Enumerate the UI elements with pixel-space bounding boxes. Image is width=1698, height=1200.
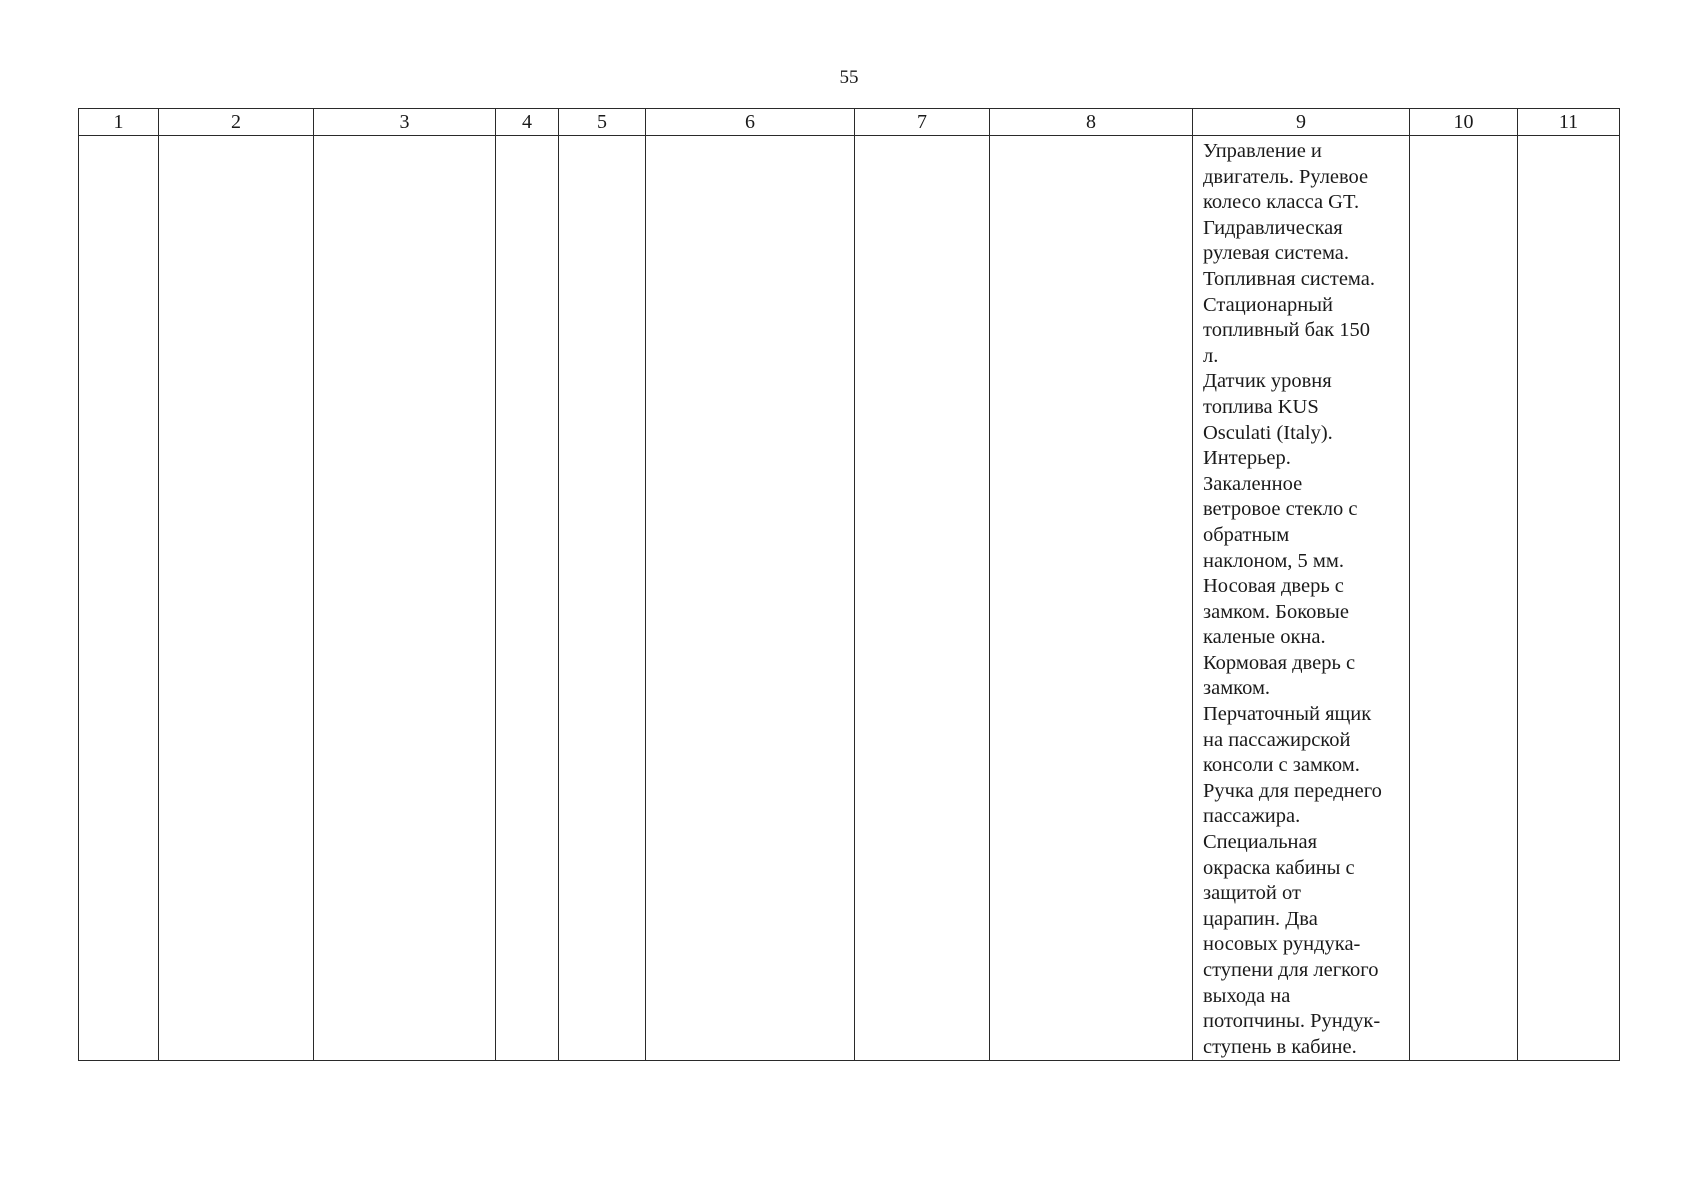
cell-col-10 <box>1410 136 1518 1061</box>
column-header-4: 4 <box>496 109 559 136</box>
column-header-5: 5 <box>559 109 646 136</box>
column-header-10: 10 <box>1410 109 1518 136</box>
column-header-7: 7 <box>855 109 990 136</box>
column-header-9: 9 <box>1193 109 1410 136</box>
cell-col-1 <box>79 136 159 1061</box>
cell-col-2 <box>159 136 314 1061</box>
column-header-1: 1 <box>79 109 159 136</box>
column-header-2: 2 <box>159 109 314 136</box>
cell-col-6 <box>646 136 855 1061</box>
cell-col-5 <box>559 136 646 1061</box>
column-header-6: 6 <box>646 109 855 136</box>
column-header-8: 8 <box>990 109 1193 136</box>
cell-col-7 <box>855 136 990 1061</box>
cell-col-9-description: Управление и двигатель. Рулевое колесо класса GT. Гидравлическая рулевая система. Топливная система. Стационарный топливный бак 150 л. Датчик уровня топлива KUS Osculati (Italy). Интерьер. Закаленное ветровое стекло с обратным наклоном, 5 мм. Носовая дверь с замком. Боковые каленые окна. Кормовая дверь с замком. Перчаточный ящик на пассажирской консоли с замком. Ручка для переднего пассажира. Специальная окраска кабины с защитой от царапин. Два носовых рундука- ступени для легкого выхода на потопчины. Рундук- ступень в кабине. <box>1193 136 1410 1061</box>
column-header-3: 3 <box>314 109 496 136</box>
column-header-11: 11 <box>1518 109 1620 136</box>
cell-col-11 <box>1518 136 1620 1061</box>
column-number-row <box>79 109 1620 136</box>
specification-table <box>78 108 1620 1061</box>
cell-col-8 <box>990 136 1193 1061</box>
table-row <box>79 136 1620 1061</box>
page-number: 55 <box>839 67 859 88</box>
cell-col-4 <box>496 136 559 1061</box>
cell-col-3 <box>314 136 496 1061</box>
